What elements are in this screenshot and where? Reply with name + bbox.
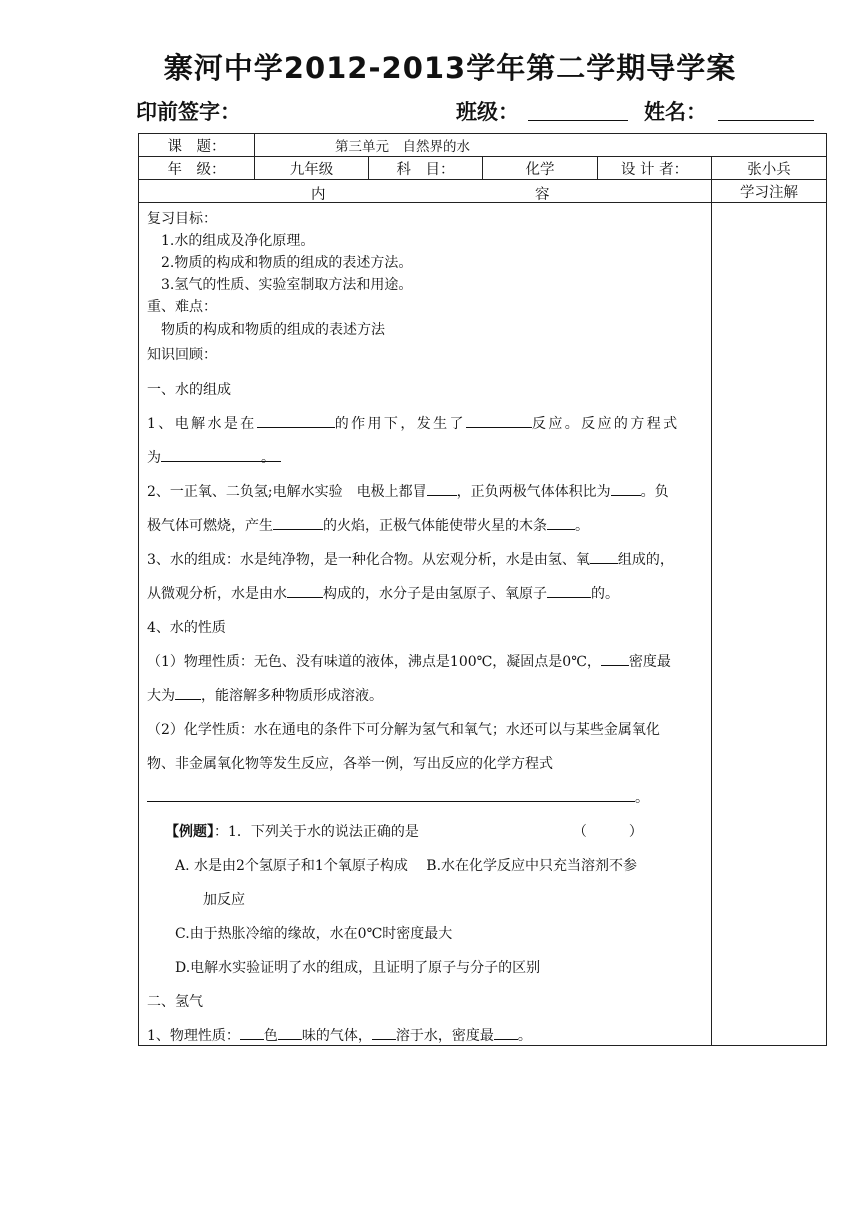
goal-3: 3.氢气的性质、实验室制取方法和用途。 xyxy=(161,277,413,293)
h2-physical-line: 1、物理性质： 色 味的气体， 溶于水，密度最 。 xyxy=(147,1025,532,1045)
blank[interactable] xyxy=(147,787,635,802)
class-blank[interactable] xyxy=(528,120,628,121)
content-label-2: 容 xyxy=(535,187,550,203)
q4-physical-line-1: （1）物理性质：无色、没有味道的液体，沸点是100℃，凝固点是0℃， 密度最 xyxy=(147,651,671,671)
q4-chemical-line-2: 物、非金属氧化物等发生反应，各举一例，写出反应的化学方程式 xyxy=(147,756,553,772)
blank[interactable] xyxy=(547,515,575,530)
designer-label: 设 计 者： xyxy=(598,157,712,180)
signature-row xyxy=(136,96,826,126)
content-header xyxy=(139,180,712,203)
content-cell xyxy=(139,203,712,1046)
section-2-heading: 二、氢气 xyxy=(147,994,203,1010)
q4-heading: 4、水的性质 xyxy=(147,620,226,636)
blank[interactable] xyxy=(240,1025,264,1040)
blank[interactable] xyxy=(611,481,641,496)
blank[interactable] xyxy=(547,583,591,598)
q1-line-1: 1、电解水是在 的作用下，发生了 反应。反应的方程式 xyxy=(147,413,680,433)
name-blank[interactable] xyxy=(718,120,814,121)
page-title: 寨河中学2012-2013学年第二学期导学案 xyxy=(163,51,737,85)
lesson-plan-table xyxy=(138,133,827,1046)
goal-1: 1.水的组成及净化原理。 xyxy=(161,233,315,249)
grade-label: 年 级： xyxy=(139,157,255,180)
equation-answer-line: 。 xyxy=(147,787,649,807)
class-label: 班级： xyxy=(456,100,519,124)
topic-value: 第三单元 自然界的水 xyxy=(255,134,827,157)
q2-line-2: 极气体可燃烧，产生 的火焰，正极气体能使带火星的木条 。 xyxy=(147,515,589,535)
goal-2: 2.物质的构成和物质的组成的表述方法。 xyxy=(161,255,413,271)
section-1-heading: 一、水的组成 xyxy=(147,382,231,398)
q3-line-2: 从微观分析，水是由水 构成的，水分子是由氢原子、氧原子 的。 xyxy=(147,583,619,603)
blank[interactable] xyxy=(590,549,618,564)
knowledge-review-heading: 知识回顾： xyxy=(147,347,217,363)
q4-physical-line-2: 大为 ，能溶解多种物质形成溶液。 xyxy=(147,685,383,705)
review-goals-heading: 复习目标： xyxy=(147,211,217,227)
print-sign-label: 印前签字： xyxy=(136,100,241,124)
designer-value: 张小兵 xyxy=(712,157,827,180)
blank[interactable] xyxy=(372,1025,396,1040)
q3-line-1: 3、水的组成：水是纯净物，是一种化合物。从宏观分析，水是由氢、氧 组成的， xyxy=(147,549,674,569)
grade-value: 九年级 xyxy=(255,157,369,180)
example-question: 【例题】：1．下列关于水的说法正确的是 （ ） xyxy=(165,824,643,840)
notes-cell[interactable] xyxy=(712,203,827,1046)
blank[interactable] xyxy=(161,447,261,462)
blank[interactable] xyxy=(278,1025,302,1040)
notes-header: 学习注解 xyxy=(712,180,827,203)
q2-line-1: 2、一正氧、二负氢;电解水实验 电极上都冒 ，正负两极气体体积比为 。负 xyxy=(147,481,669,501)
blank[interactable] xyxy=(427,481,457,496)
key-point-text: 物质的构成和物质的组成的表述方法 xyxy=(161,322,385,338)
content-label-1: 内 xyxy=(311,187,326,203)
option-b-cont: 加反应 xyxy=(203,892,245,908)
subject-label: 科 目： xyxy=(369,157,483,180)
blank[interactable] xyxy=(273,515,323,530)
option-c: C.由于热胀冷缩的缘故，水在0℃时密度最大 xyxy=(175,926,453,942)
option-d: D.电解水实验证明了水的组成，且证明了原子与分子的区别 xyxy=(175,960,541,976)
option-a-b: A. 水是由2个氢原子和1个氧原子构成 B.水在化学反应中只充当溶剂不参 xyxy=(175,858,638,874)
subject-value: 化学 xyxy=(483,157,598,180)
blank[interactable] xyxy=(494,1025,518,1040)
blank[interactable] xyxy=(466,413,532,428)
topic-label: 课 题： xyxy=(139,134,255,157)
blank[interactable] xyxy=(175,685,201,700)
blank[interactable] xyxy=(257,413,335,428)
content-area xyxy=(139,203,711,1045)
blank[interactable] xyxy=(601,651,629,666)
key-points-heading: 重、难点： xyxy=(147,299,217,315)
name-label: 姓名： xyxy=(644,100,707,124)
q1-line-2: 为 。 xyxy=(147,447,281,467)
blank[interactable] xyxy=(287,583,323,598)
q4-chemical-line-1: （2）化学性质：水在通电的条件下可分解为氢气和氧气；水还可以与某些金属氧化 xyxy=(147,722,660,738)
